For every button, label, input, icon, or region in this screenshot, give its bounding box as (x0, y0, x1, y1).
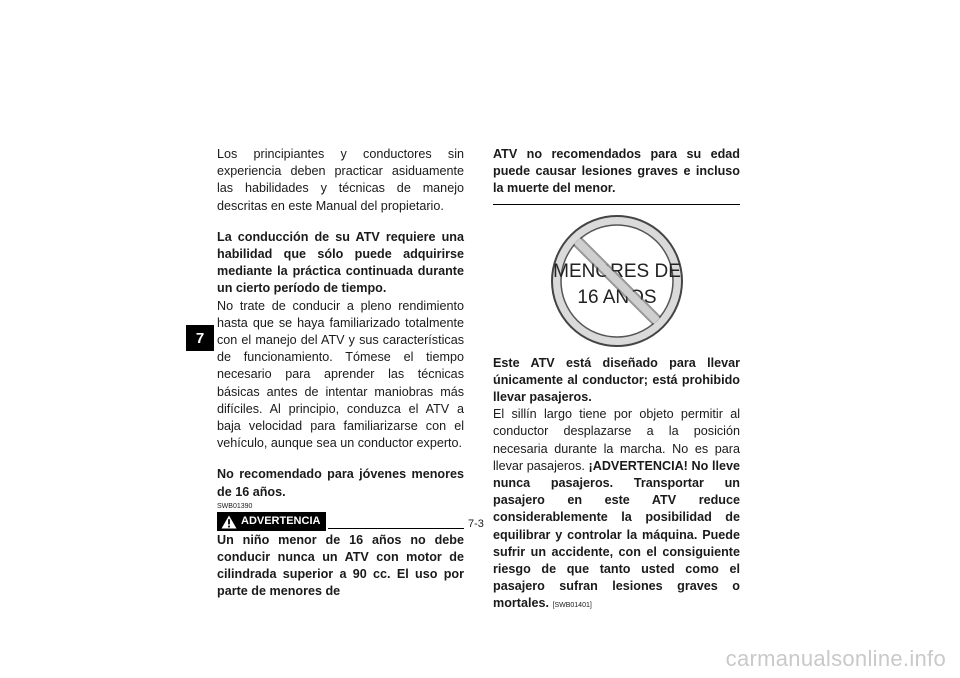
age-sign (493, 213, 740, 349)
warning-text: Un niño menor de 16 años no debe conducir nunca un ATV con motor de cilindrada superior a 90 cc. El uso por parte de menores de (217, 532, 464, 599)
watermark: carmanualsonline.info (725, 646, 946, 671)
skill-heading: La conducción de su ATV requiere una habilidad que sólo puede adquirirse mediante la práctica continuada durante un cierto período de tiempo. (217, 229, 464, 296)
right-column (493, 146, 740, 615)
warning-badge (217, 512, 326, 531)
warning-rule (328, 528, 464, 529)
warning-code: SWB01390 (217, 502, 253, 510)
warning-header (217, 512, 464, 532)
warning-end-rule (493, 204, 740, 205)
passenger-heading: Este ATV está diseñado para llevar únicamente al conductor; está prohibido llevar pasajeros. (493, 355, 740, 405)
chapter-number: 7 (195, 329, 205, 347)
warning-label: ADVERTENCIA (241, 515, 321, 528)
intro-paragraph: Los principiantes y conductores sin experiencia deben practicar asiduamente las habilidades y técnicas de manejo descritas en este Manual del propietario. (217, 147, 464, 213)
page-number: 7-3 (468, 518, 484, 530)
left-column (217, 146, 464, 601)
chapter-tab (186, 325, 214, 351)
seat-text: El sillín largo tiene por objeto permitir al conductor desplazarse a la posición necesaria durante la marcha. No es para llevar pasajeros. (493, 407, 740, 473)
sign-text-line2: 16 AÑOS (576, 286, 657, 308)
prohibition-sign-icon (549, 213, 685, 349)
passenger-code: [SWB01401] (552, 602, 592, 610)
practice-paragraph: No trate de conducir a pleno rendimiento hasta que se haya familiarizado totalmente con el manejo del ATV y sus características de funcionamiento. Tómese el tiempo necesario para aprender las técnicas básicas antes de intentar maniobras más difíciles. Al principio, conduzca el ATV a baja velocidad para familiarizarse con el vehículo, aunque sea un conductor experto. (217, 298, 464, 451)
warning-triangle-icon (221, 515, 237, 529)
sign-text-line1: MENORES DE (552, 260, 681, 282)
seat-paragraph (493, 406, 740, 614)
warning-continuation: ATV no recomendados para su edad puede causar lesiones graves e incluso la muerte del menor. (493, 147, 740, 196)
passenger-warning: ¡ADVERTENCIA! No lleve nunca pasajeros. Transportar un pasajero en este ATV reduce considerablemente la posibilidad de equilibrar y controlar la máquina. Puede sufrir un accidente, con el consiguiente riesgo de que tanto usted como el pasajero sufran lesiones graves o mortales. (493, 458, 740, 611)
age-heading: No recomendado para jóvenes menores de 16 años. (217, 467, 464, 499)
